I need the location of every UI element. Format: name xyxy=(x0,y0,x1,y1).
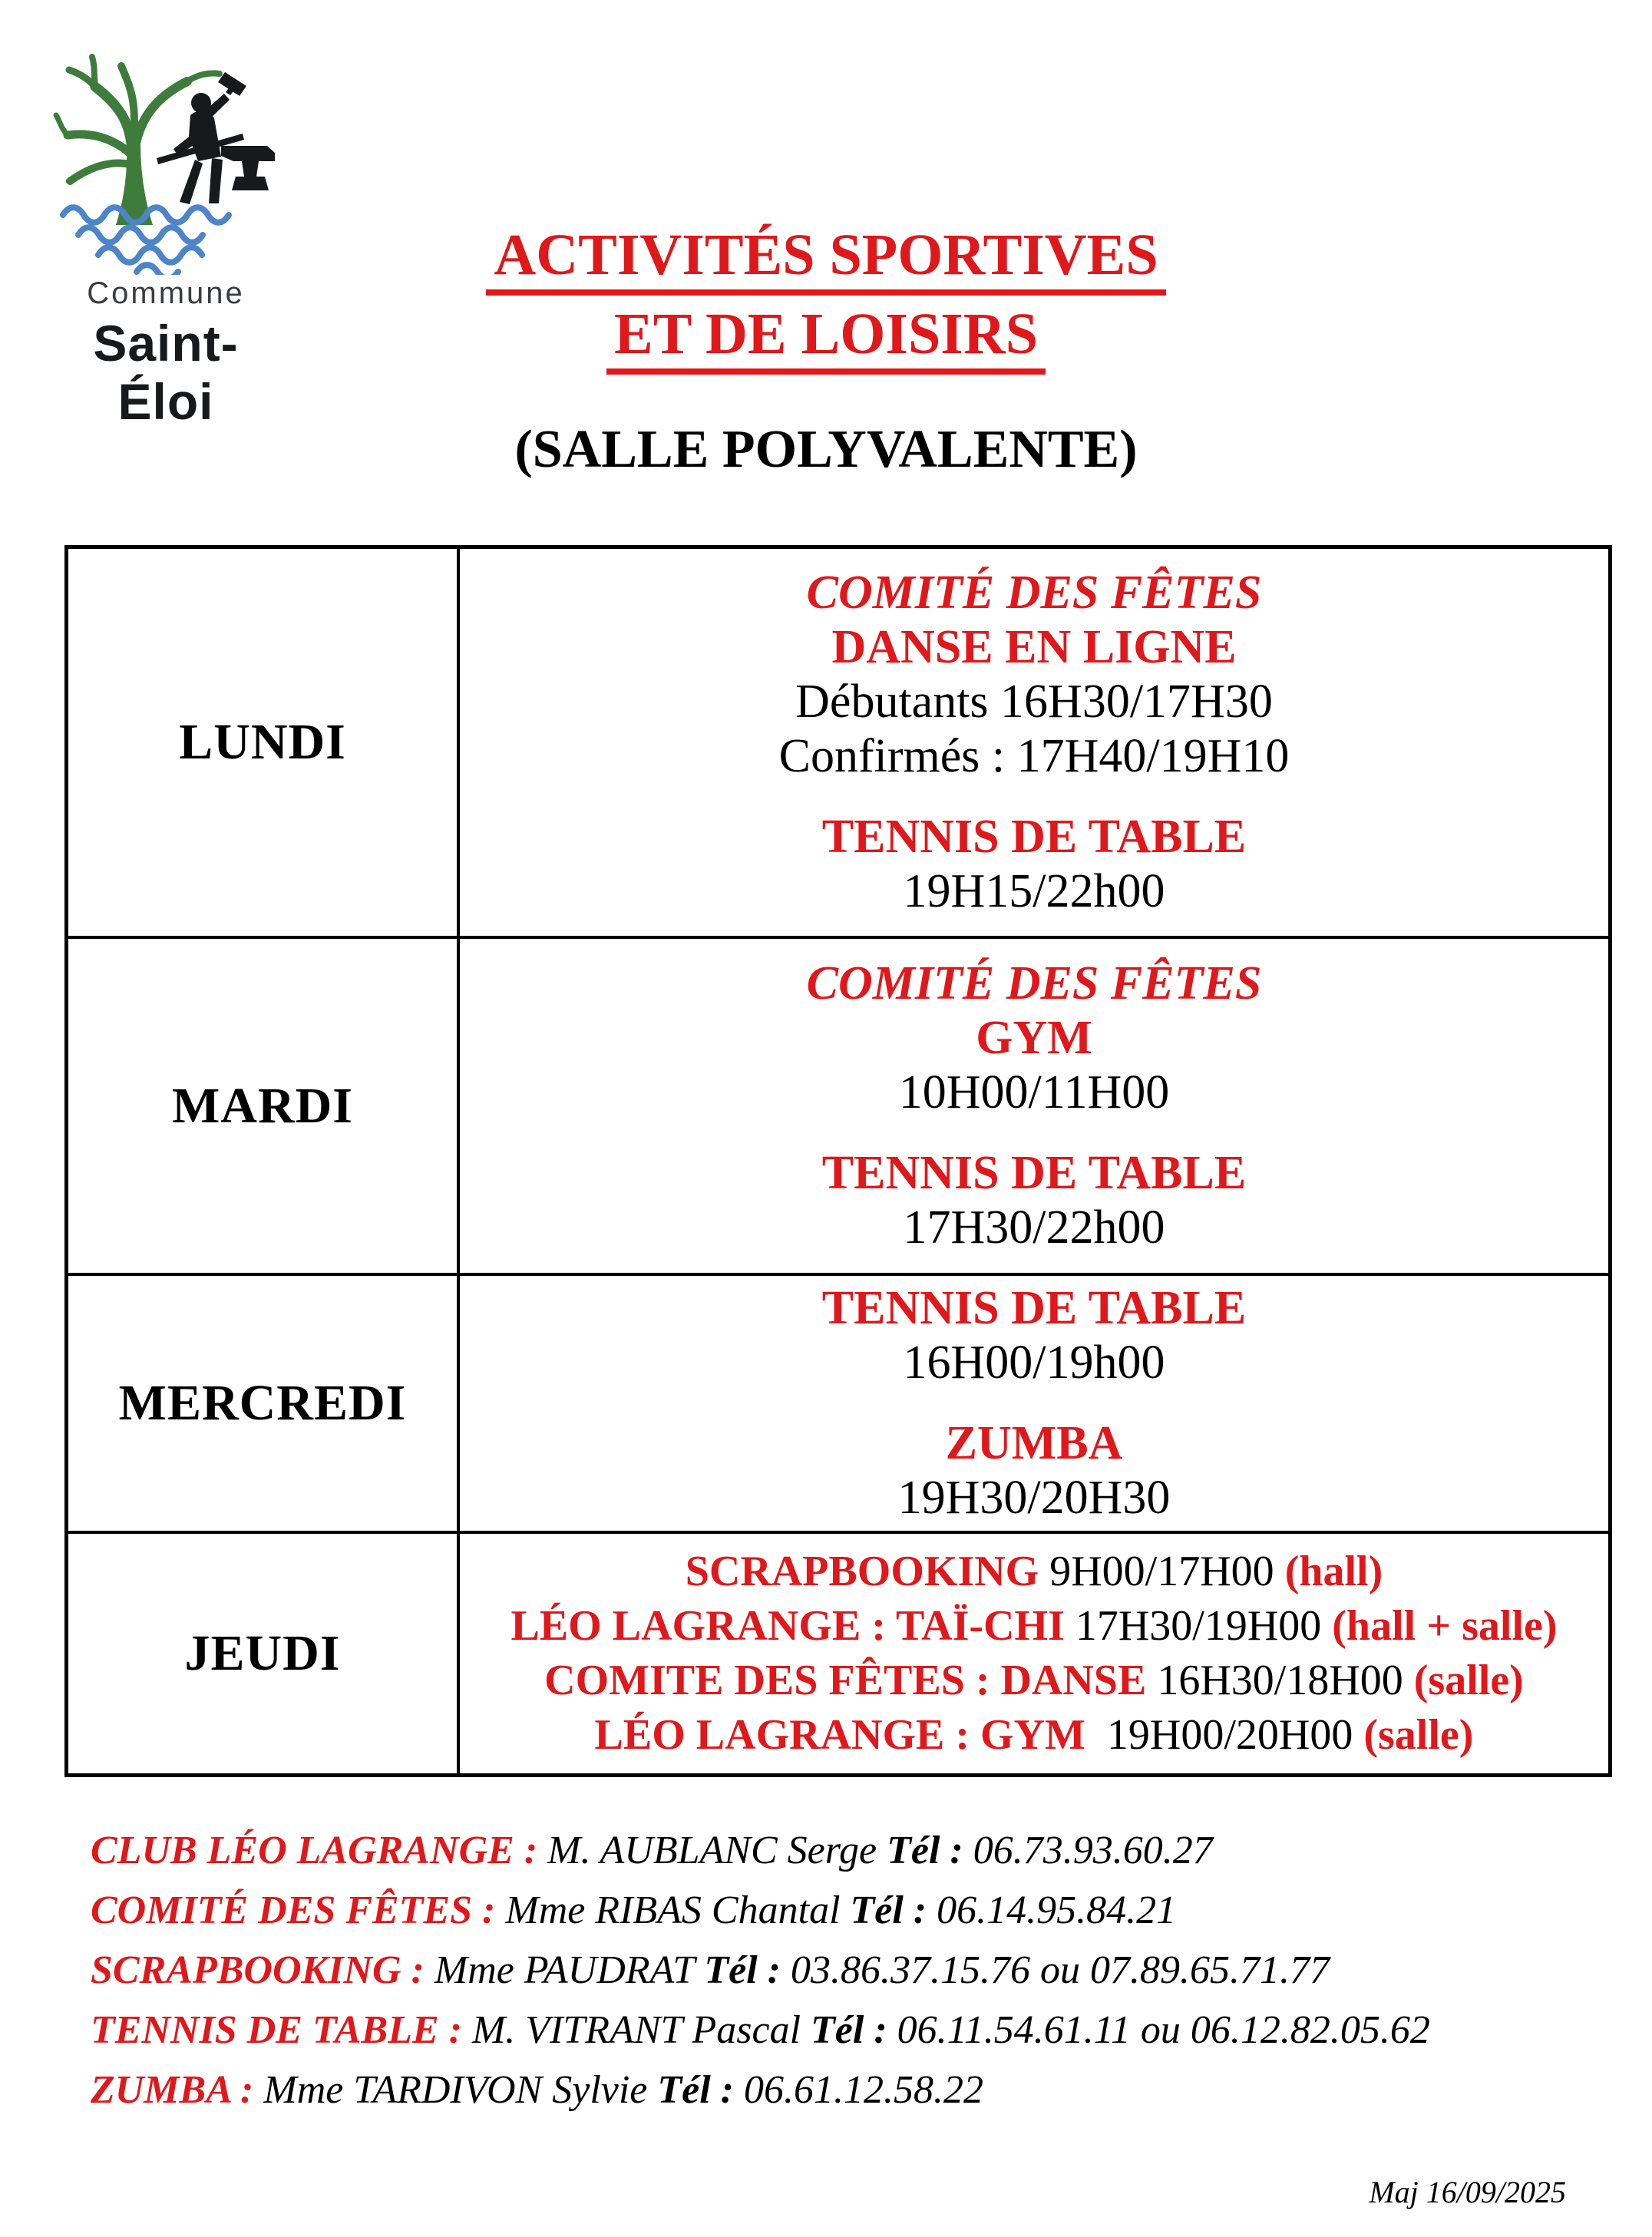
activity-line xyxy=(779,620,1290,675)
activity-line xyxy=(822,1281,1246,1336)
activity-line xyxy=(779,675,1290,729)
activity-block xyxy=(779,566,1290,784)
schedule-table xyxy=(64,545,1612,1777)
text-segment: 16H30/18H00 xyxy=(1157,1657,1414,1704)
text-segment: COMITÉ DES FÊTES xyxy=(806,567,1262,619)
text-segment: 06.14.95.84.21 xyxy=(937,1888,1177,1932)
text-segment: SCRAPBOOKING xyxy=(685,1548,1050,1595)
text-segment: M. VITRANT Pascal xyxy=(471,2008,811,2052)
text-segment: (hall) xyxy=(1284,1548,1383,1595)
logo-commune-label: Commune xyxy=(87,276,245,310)
day-cell-lundi: LUNDI xyxy=(68,549,460,939)
contacts-list xyxy=(91,1821,1611,2120)
day-cell-mardi: MARDI xyxy=(68,939,460,1276)
text-segment: 06.11.54.61.11 ou 06.12.82.05.62 xyxy=(897,2008,1430,2052)
text-segment: ZUMBA xyxy=(945,1417,1123,1469)
text-segment: 17H30/19H00 xyxy=(1075,1602,1333,1650)
activity-cell-lundi xyxy=(460,549,1608,939)
text-segment: M. AUBLANC Serge xyxy=(547,1829,887,1872)
contact-line xyxy=(91,2060,1611,2120)
text-segment: 06.73.93.60.27 xyxy=(973,1829,1213,1872)
text-segment: (hall + salle) xyxy=(1332,1602,1558,1650)
text-segment: CLUB LÉO LAGRANGE : xyxy=(91,1829,548,1872)
activity-cell-mardi xyxy=(460,939,1608,1276)
activity-line xyxy=(779,566,1290,620)
activity-line xyxy=(510,1708,1557,1763)
text-segment: 10H00/11H00 xyxy=(898,1066,1170,1118)
activity-block xyxy=(510,1545,1557,1763)
text-segment: Tél : xyxy=(850,1888,937,1932)
day-cell-mercredi: MERCREDI xyxy=(68,1276,460,1534)
activity-line xyxy=(822,810,1246,864)
activity-block xyxy=(807,957,1262,1120)
text-segment: Mme TARDIVON Sylvie xyxy=(263,2068,658,2112)
text-segment: (salle) xyxy=(1363,1711,1474,1759)
text-segment: COMITÉ DES FÊTES : xyxy=(91,1888,506,1932)
activity-line xyxy=(510,1654,1557,1708)
contact-line xyxy=(91,1941,1611,2001)
text-segment: LÉO LAGRANGE : GYM xyxy=(594,1711,1107,1759)
activity-line xyxy=(898,1416,1171,1471)
text-segment: COMITE DES FÊTES : DANSE xyxy=(544,1657,1158,1704)
text-segment: LÉO LAGRANGE : TAÏ-CHI xyxy=(510,1602,1075,1650)
activity-line xyxy=(510,1545,1557,1599)
text-segment: 17H30/22h00 xyxy=(903,1201,1165,1254)
activity-line xyxy=(822,1336,1246,1390)
activity-line xyxy=(779,729,1290,784)
day-cell-jeudi: JEUDI xyxy=(68,1534,460,1773)
text-segment: TENNIS DE TABLE xyxy=(821,1282,1247,1334)
text-segment: Tél : xyxy=(887,1829,973,1872)
text-segment: GYM xyxy=(976,1012,1092,1064)
text-segment: 06.61.12.58.22 xyxy=(743,2068,983,2112)
text-segment: (salle) xyxy=(1413,1657,1524,1704)
activity-block xyxy=(822,1146,1246,1255)
text-segment: Tél : xyxy=(811,2008,897,2052)
activity-cell-mercredi xyxy=(460,1276,1608,1534)
text-segment: 19H15/22h00 xyxy=(903,865,1165,917)
text-segment: TENNIS DE TABLE xyxy=(821,811,1247,863)
page-title-text-1: ACTIVITÉS SPORTIVES xyxy=(486,226,1165,296)
contact-line xyxy=(91,1881,1611,1941)
contact-line xyxy=(91,1821,1611,1881)
text-segment: ZUMBA : xyxy=(91,2068,264,2112)
text-segment: Débutants 16H30/17H30 xyxy=(795,676,1273,728)
text-segment: SCRAPBOOKING : xyxy=(91,1948,434,1992)
text-segment: TENNIS DE TABLE xyxy=(821,1147,1247,1199)
page-subtitle: (SALLE POLYVALENTE) xyxy=(514,420,1138,479)
text-segment: Mme RIBAS Chantal xyxy=(505,1888,851,1932)
activity-line xyxy=(822,1201,1246,1255)
text-segment: 9H00/17H00 xyxy=(1049,1548,1285,1595)
text-segment: Tél : xyxy=(704,1948,791,1992)
text-segment: Confirmés : 17H40/19H10 xyxy=(778,730,1290,782)
activity-line xyxy=(510,1599,1557,1654)
activity-line xyxy=(822,1146,1246,1201)
activity-block xyxy=(822,1281,1246,1390)
activity-line xyxy=(898,1471,1171,1525)
text-segment: Mme PAUDRAT xyxy=(434,1948,705,1992)
activity-cell-jeudi xyxy=(460,1534,1608,1773)
text-segment: 16H00/19h00 xyxy=(903,1337,1165,1389)
page-title-text-2: ET DE LOISIRS xyxy=(606,305,1046,375)
text-segment: Tél : xyxy=(657,2068,744,2112)
text-segment: COMITÉ DES FÊTES xyxy=(806,957,1262,1009)
text-segment: 19H00/20H00 xyxy=(1106,1711,1364,1759)
page-title-line-1 xyxy=(0,223,1652,296)
last-updated-note: Maj 16/09/2025 xyxy=(1369,2175,1566,2209)
activity-line xyxy=(807,957,1262,1011)
text-segment: DANSE EN LIGNE xyxy=(831,621,1237,673)
title-block xyxy=(0,223,1652,481)
activity-line xyxy=(822,864,1246,919)
text-segment: 19H30/20H30 xyxy=(897,1472,1171,1524)
activity-line xyxy=(807,1066,1262,1120)
text-segment: 03.86.37.15.76 ou 07.89.65.71.77 xyxy=(790,1948,1330,1992)
activity-block xyxy=(822,810,1246,919)
text-segment: TENNIS DE TABLE : xyxy=(91,2008,472,2052)
page-title-line-2 xyxy=(0,302,1652,375)
activity-line xyxy=(807,1011,1262,1066)
contact-line xyxy=(91,2001,1611,2060)
logo-commune-name: Saint-Éloi xyxy=(93,315,239,430)
activity-block xyxy=(898,1416,1171,1525)
